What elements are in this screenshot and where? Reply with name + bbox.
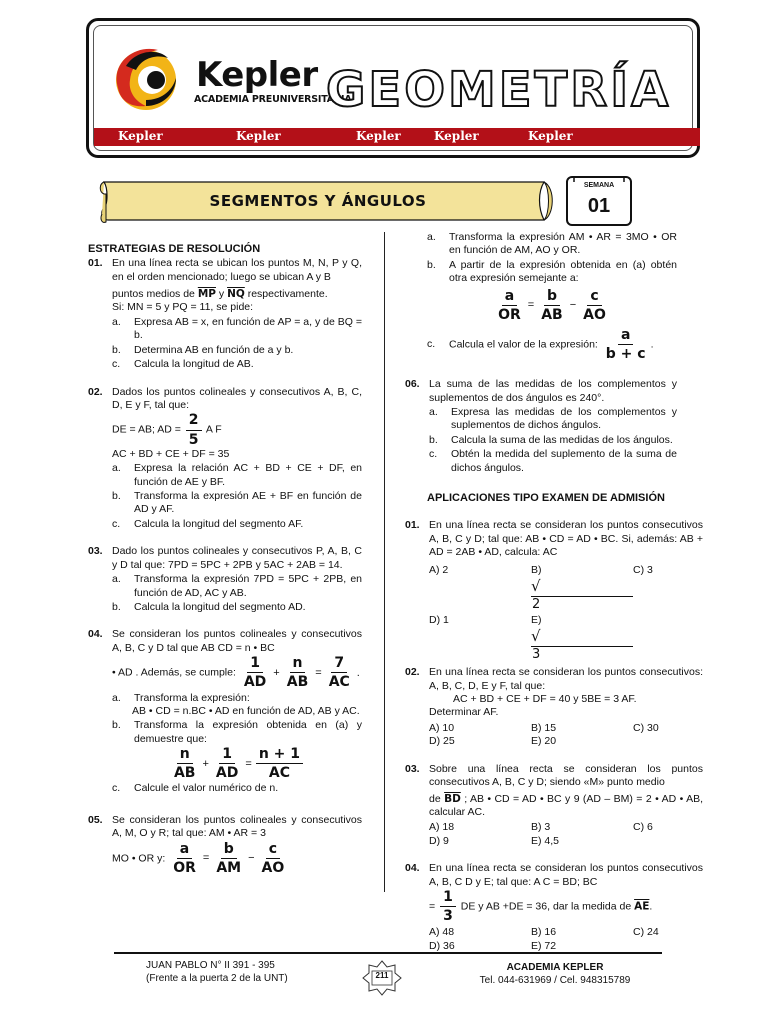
option-d: D) 25 <box>429 735 455 748</box>
academy-name: ACADEMIA KEPLER <box>506 962 604 973</box>
topic-title: SEGMENTOS Y ÁNGULOS <box>209 192 427 210</box>
subitem-b: b. Transforma la expresión AE + BF en función de AD y AF. <box>112 489 362 516</box>
band-word: Kepler <box>528 129 573 144</box>
text-fragment: DE y AB +DE = 36, dar la medida de <box>460 900 632 913</box>
subitem-b: b. Transforma la expresión obtenida en (a) y demuestre que: <box>112 719 362 745</box>
equation-line <box>427 288 677 323</box>
subitem-b: b. Calcula la suma de las medidas de los ángulos. <box>429 433 673 446</box>
kepler-logo-icon <box>106 40 186 120</box>
subitem-c: c. Calcule el valor numérico de n. <box>112 782 279 795</box>
problem-text: Si: MN = 5 y PQ = 11, se pide: <box>112 301 254 314</box>
header-inner-frame <box>93 25 693 151</box>
option-b: B) 16 <box>531 926 557 939</box>
fraction: $\frac{a}{OR}$ <box>173 840 196 876</box>
problem-number: 05. <box>88 813 103 826</box>
problem-text: Se consideran los puntos colineales y consecutivos A, B, C y D tal que AB CD = n • BC <box>112 628 362 654</box>
problem-text: Sobre una línea recta se consideran los puntos consecutivos A, B, C y D; siendo «M» punto medio <box>429 762 703 789</box>
fraction: $\frac{a}{OR}$ <box>498 287 521 323</box>
subitem-b: b. A partir de la expresión obtenida en (a) obtén otra expresión semejante a: <box>427 258 677 285</box>
text-fragment: A F <box>205 423 222 436</box>
text-fragment: y <box>218 287 225 300</box>
problem-text: Dado los puntos colineales y consecutivos P, A, B, C y D tal que: 7PD = 5PC + 2PB y 5AC + 2AB = 14. <box>112 545 362 571</box>
equation-line <box>112 655 362 690</box>
problem-05 <box>88 814 362 876</box>
option-e: E) 20 <box>531 735 557 748</box>
address-line: (Frente a la puerta 2 de la UNT) <box>146 972 288 984</box>
footer-contact <box>460 962 650 987</box>
right-column <box>405 230 703 953</box>
subitem-c: c. Calcula la longitud de AB. <box>112 358 254 371</box>
problem-text: La suma de las medidas de los complementos y suplementos de dos ángulos es 240°. <box>429 378 677 404</box>
option-a: A) 2 <box>429 563 449 576</box>
subitem-a: a. Expresa la relación AC + BD + CE + DF, en función de AE y BF. <box>112 462 362 488</box>
operator: . <box>356 666 360 679</box>
problem-03 <box>88 545 362 614</box>
contact-phones: Tel. 044-631969 / Cel. 948315789 <box>479 974 631 986</box>
problem-text: En una línea recta se ubican los puntos M, N, P y Q, en el orden mencionado; luego se ubican A y B <box>112 257 362 283</box>
text-fragment: respectivamente. <box>247 287 328 300</box>
problem-number: 03. <box>405 762 420 775</box>
semana-label: SEMANA <box>583 182 615 189</box>
problem-number: 02. <box>405 666 420 679</box>
operator: . <box>650 338 654 351</box>
band-word: Kepler <box>434 129 479 144</box>
problem-text: En una línea recta se consideran los puntos consecutivos A, B, C D y E; tal que: A C = BD; BC <box>429 862 703 888</box>
band-word: Kepler <box>118 129 163 144</box>
problem-01 <box>88 257 362 372</box>
segment-nq: $\overline{NQ}$ <box>227 287 245 300</box>
answer-options <box>429 564 703 665</box>
option-d: D) 1 <box>429 613 449 626</box>
fraction: $\frac{n}{AB}$ <box>286 655 309 691</box>
fraction: $\frac{2}{5}$ <box>186 412 202 447</box>
equation-line: AC + BD + CE + DF = 35 <box>112 447 230 460</box>
problem-text: En una línea recta se consideran los puntos consecutivos: A, B, C, D, E y F, tal que: <box>429 666 703 692</box>
section-heading: ESTRATEGIAS DE RESOLUCIÓN <box>88 243 261 255</box>
subitem-a: a. Expresa las medidas de los complementos y suplementos de dichos ángulos. <box>429 406 677 432</box>
option-b: B) 15 <box>531 721 557 734</box>
semana-number: 01 <box>587 195 611 217</box>
subitem-c: c. Calcula el valor de la expresión: $\frac{a}{b + c}$ . <box>427 326 654 363</box>
answer-options <box>429 926 703 953</box>
fraction: $\frac{b}{AM}$ <box>216 840 242 876</box>
problem-text-line <box>429 793 703 820</box>
text-fragment: de <box>429 792 441 805</box>
fraction: $\frac{b}{AB}$ <box>541 287 563 323</box>
problem-number: 04. <box>405 862 420 875</box>
problem-04 <box>88 628 362 795</box>
fraction: $\frac{c}{AO}$ <box>583 287 606 323</box>
fraction: $\frac{n}{AB}$ <box>173 746 196 782</box>
option-e: E) √ 3 <box>531 614 633 664</box>
section-heading: APLICACIONES TIPO EXAMEN DE ADMISIÓN <box>427 492 665 505</box>
subitem-a: a. Expresa AB = x, en función de AP = a, y de BQ = b. <box>112 315 362 342</box>
column-divider <box>384 232 385 892</box>
operator: = <box>429 900 436 913</box>
problem-number: 06. <box>405 378 420 391</box>
operator: − <box>248 852 255 865</box>
band-word: Kepler <box>356 129 401 144</box>
problem-02 <box>88 386 362 532</box>
segment-mp: $\overline{MP}$ <box>197 287 216 300</box>
problem-number: 01. <box>88 257 103 270</box>
problem-text: Se consideran los puntos colineales y consecutivos A, M, O y R; tal que: AM • AR = 3 <box>112 813 362 840</box>
brand-name: Kepler <box>196 55 318 95</box>
answer-options <box>429 722 703 749</box>
equation-line <box>112 841 362 876</box>
option-e: E) 4,5 <box>531 834 560 847</box>
problem-text-line <box>112 288 362 301</box>
equation-line: AC + BD + CE + DF = 40 y 5BE = 3 AF. <box>453 692 637 705</box>
fraction: $\frac{1}{3}$ <box>440 889 456 924</box>
subitem-a: a. Transforma la expresión 7PD = 5PC + 2PB, en función de AD, AC y AB. <box>112 573 362 599</box>
option-e: E) 72 <box>531 939 557 952</box>
option-c: C) 30 <box>633 721 659 734</box>
option-d: D) 36 <box>429 939 455 952</box>
segment-ae: $\overline{AE}$ <box>634 900 650 913</box>
option-c: C) 6 <box>633 821 653 834</box>
option-a: A) 48 <box>429 926 455 939</box>
operator: = <box>315 666 322 679</box>
question-02 <box>405 666 703 749</box>
equation-line <box>429 889 703 924</box>
subitem-a-detail: AB • CD = n.BC • AD en función de AD, AB y AC. <box>132 704 360 717</box>
problem-number: 02. <box>88 385 103 398</box>
equation-line: $\frac{n}{AB}$ + $\frac{1}{AD}$ = $\frac{n + 1}{AC}$ <box>112 746 362 781</box>
problem-text: Dados los puntos colineales y consecutivos A, B, C, D, E y F, tal que: <box>112 385 362 412</box>
fraction: $\frac{n + 1}{AC}$ <box>256 746 303 781</box>
question-03 <box>405 762 703 849</box>
operator: = <box>527 299 535 312</box>
question-04 <box>405 862 703 953</box>
subitem-c: c. Calcula la longitud del segmento AF. <box>112 517 304 530</box>
address-line: JUAN PABLO N° II 391 - 395 <box>146 960 275 971</box>
problem-text: Determinar AF. <box>429 706 499 719</box>
option-a: A) 18 <box>429 821 455 834</box>
option-a: A) 10 <box>429 721 455 734</box>
operator: = <box>202 852 210 865</box>
text-fragment: puntos medios de <box>112 287 195 300</box>
footer-address <box>146 960 288 985</box>
operator: − <box>569 299 577 312</box>
answer-options <box>429 821 703 848</box>
option-b: B) 3 <box>531 821 551 834</box>
kepler-band <box>94 128 700 146</box>
fraction: $\frac{c}{AO}$ <box>261 840 285 876</box>
problem-06 <box>405 378 677 475</box>
fraction: $\frac{a}{b + c}$ <box>605 326 646 363</box>
text-fragment: DE = AB; AD = <box>112 423 181 436</box>
fraction: $\frac{1}{AD}$ <box>243 655 267 691</box>
page-number: 211 <box>375 971 389 980</box>
footer-rule <box>114 952 662 954</box>
option-b: B) √ 2 <box>531 564 633 614</box>
option-c: C) 3 <box>633 563 653 576</box>
operator: + <box>273 666 280 679</box>
option-c: C) 24 <box>633 926 659 939</box>
text-fragment: ; AB • CD = AD • BC y 9 (AD – BM) = 2 • AD • AB, calcular AC. <box>429 792 703 819</box>
problem-number: 01. <box>405 519 420 532</box>
option-d: D) 9 <box>429 834 449 847</box>
subitem-b: b. Calcula la longitud del segmento AD. <box>112 601 306 614</box>
equation-line <box>112 412 362 447</box>
subitem-c: c. Obtén la medida del suplemento de la suma de dichos ángulos. <box>429 448 677 474</box>
subitem-a: a. Transforma la expresión AM • AR = 3MO • OR en función de AM, AO y OR. <box>427 231 677 257</box>
text-fragment: Calcula el valor de la expresión: <box>449 338 598 351</box>
fraction: $\frac{1}{AD}$ <box>215 746 239 782</box>
text-fragment: • AD . Además, se cumple: <box>112 666 236 679</box>
problem-05-continued <box>405 231 677 362</box>
segment-bd: $\overline{BD}$ <box>444 792 461 805</box>
subject-title: GEOMETRÍA <box>326 62 672 118</box>
brand-subtitle: ACADEMIA PREUNIVERSITARIA <box>194 94 352 105</box>
problem-number: 03. <box>88 545 103 558</box>
problem-number: 04. <box>88 628 103 641</box>
subitem-a: a. Transforma la expresión: <box>112 691 250 704</box>
header-frame <box>86 18 700 158</box>
left-column <box>88 230 362 876</box>
operator: . <box>649 900 653 913</box>
text-fragment: MO • OR y: <box>112 852 166 865</box>
subitem-b: b. Determina AB en función de a y b. <box>112 343 294 356</box>
question-01 <box>405 519 703 664</box>
fraction: $\frac{7}{AC}$ <box>328 655 350 691</box>
band-word: Kepler <box>236 129 281 144</box>
problem-text: En una línea recta se consideran los puntos consecutivos A, B, C y D; tal que: AB • CD = AD • BC. Si, además: AB + AD = 2AB • AD, calcula: AC <box>429 519 703 559</box>
